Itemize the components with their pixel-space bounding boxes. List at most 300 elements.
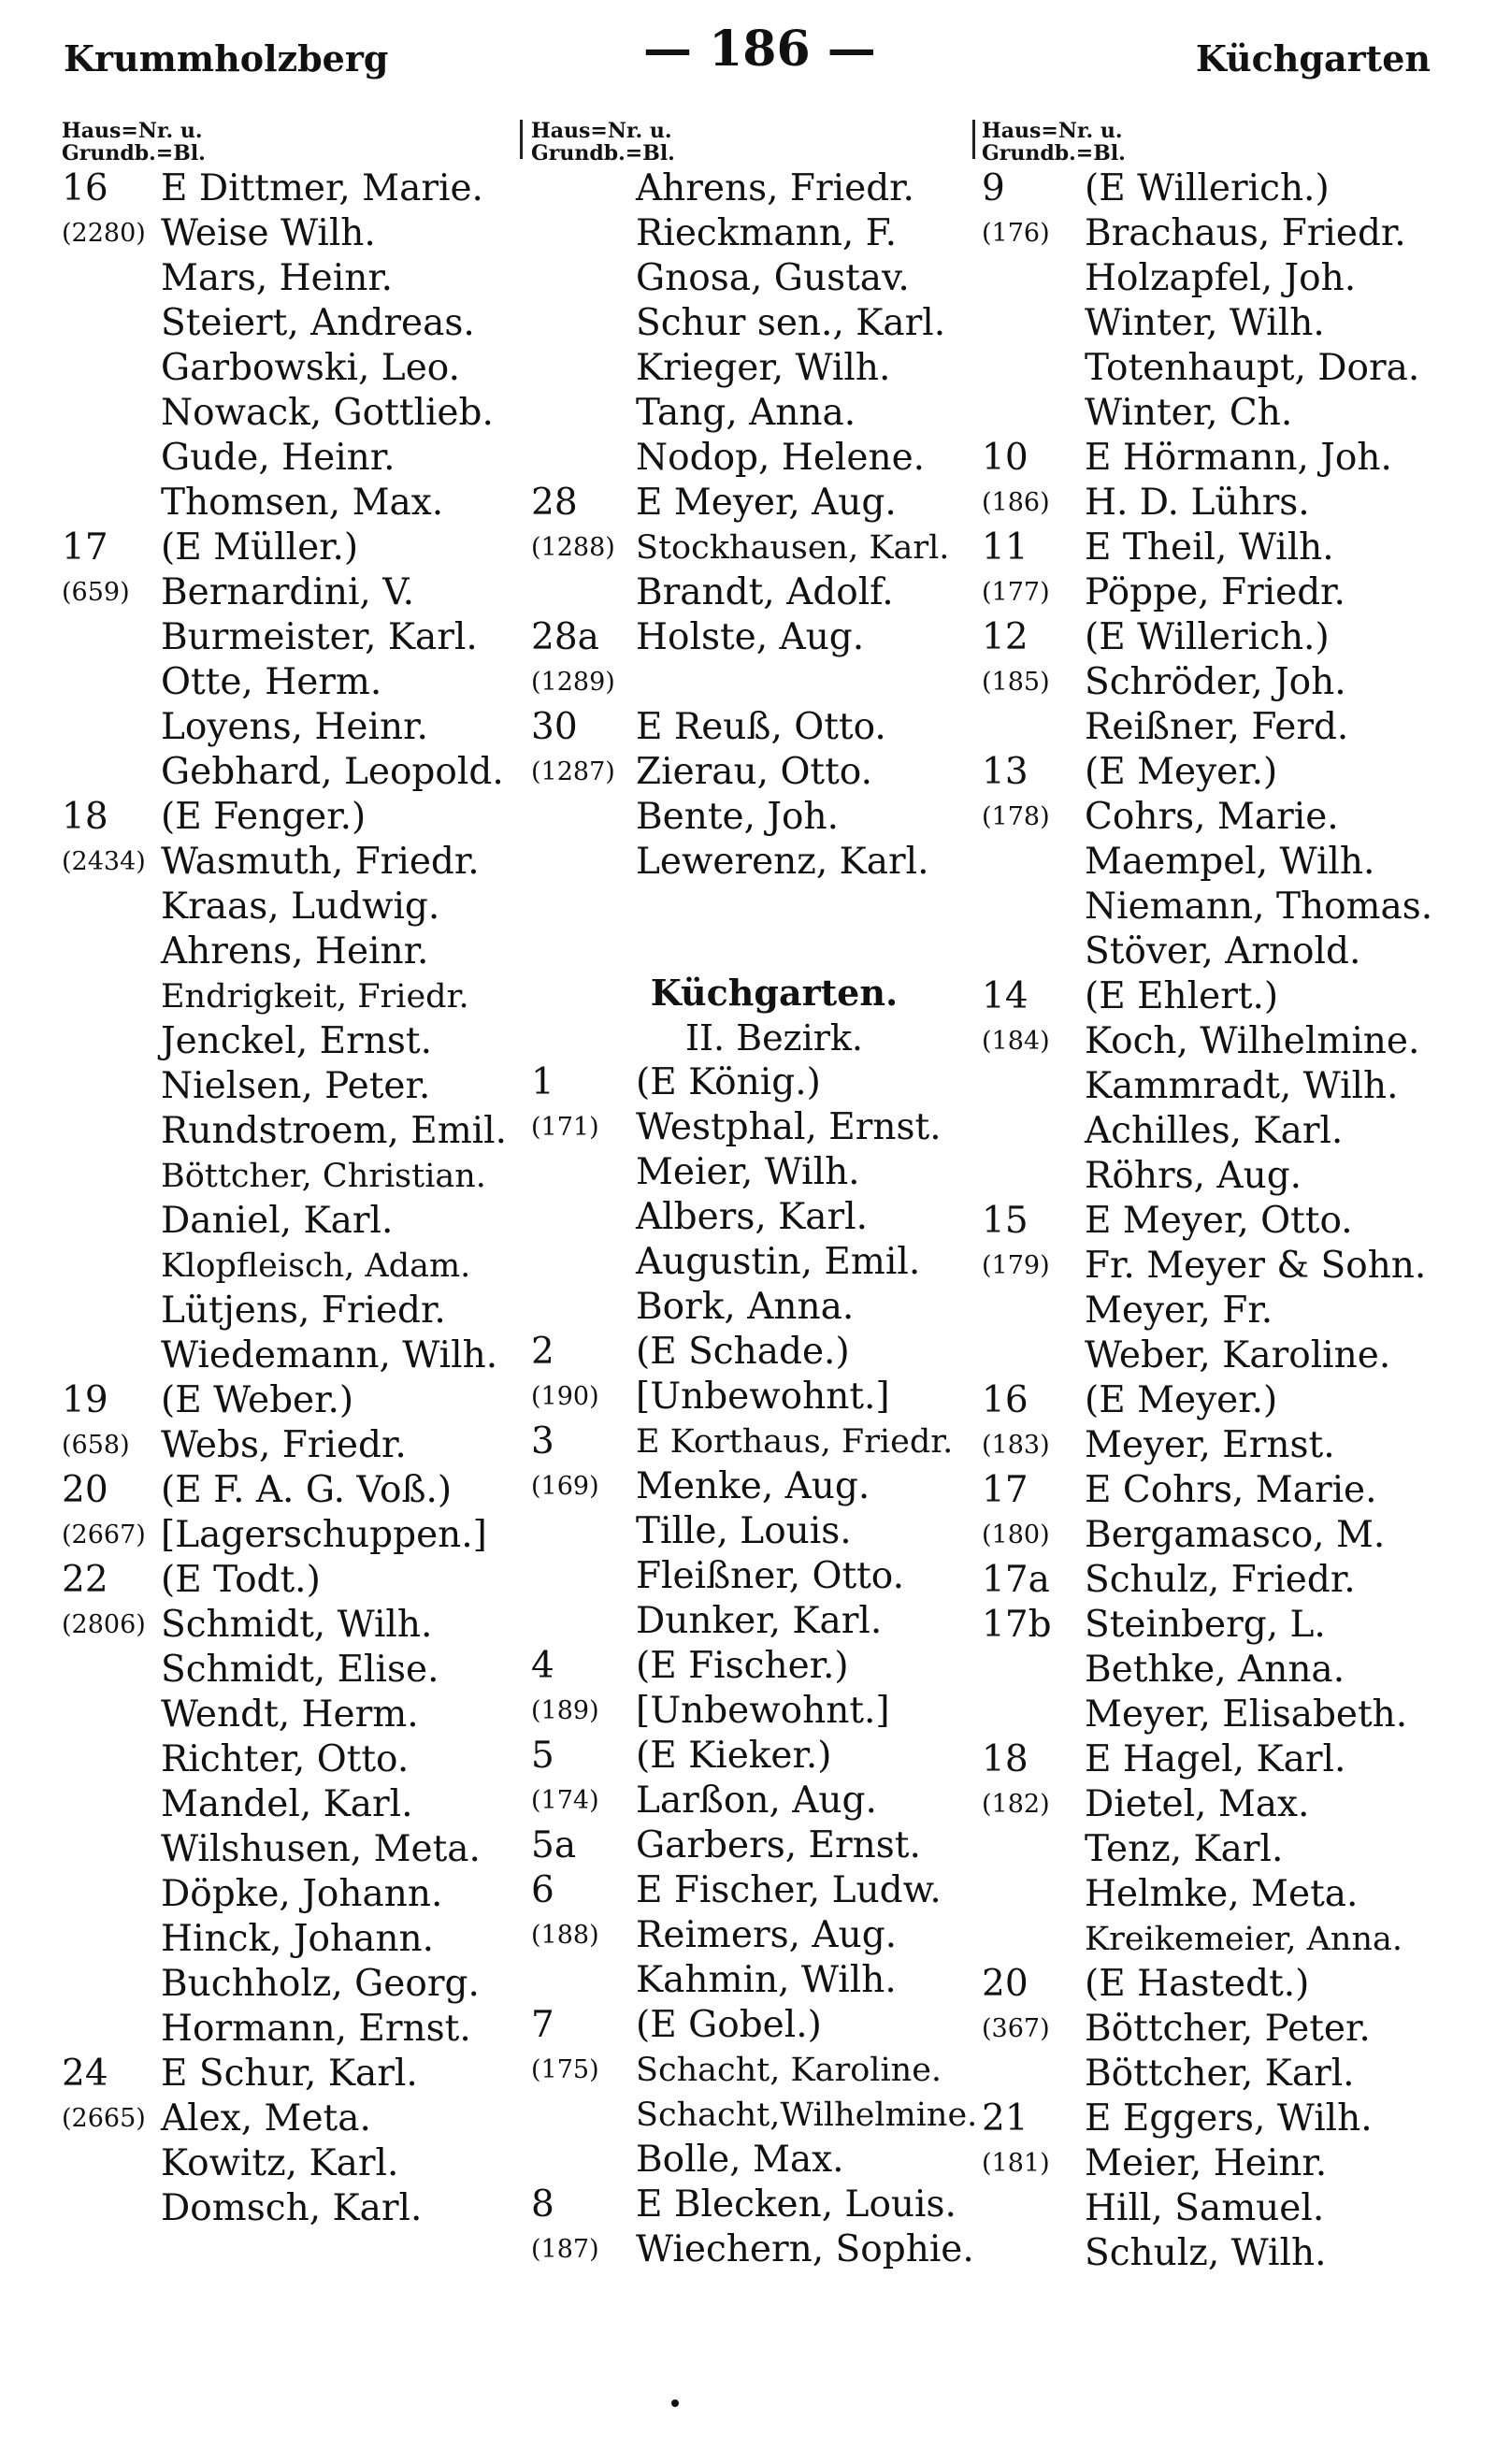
directory-entry <box>62 211 520 256</box>
resident-name: Bente, Joh. <box>636 796 840 838</box>
directory-entry <box>531 2003 989 2048</box>
directory-entry <box>982 1244 1449 1289</box>
directory-entry <box>982 615 1449 660</box>
resident-name: Reißner, Ferd. <box>1085 706 1349 748</box>
directory-entry <box>62 391 520 436</box>
house-number: 16 <box>62 167 108 209</box>
directory-entry <box>982 1827 1449 1872</box>
entry-list <box>62 166 520 2231</box>
directory-entry <box>531 346 989 391</box>
resident-name: Rieckmann, F. <box>636 212 898 254</box>
resident-name: Winter, Wilh. <box>1085 302 1325 344</box>
directory-entry <box>62 1109 520 1154</box>
directory-entry <box>62 1199 520 1244</box>
resident-name: Pöppe, Friedr. <box>1085 571 1345 613</box>
resident-name: Kraas, Ludwig. <box>161 886 440 928</box>
directory-entry <box>531 1375 989 1419</box>
column-2 <box>531 120 989 2272</box>
resident-name: Meier, Wilh. <box>636 1151 860 1193</box>
land-register-number: (658) <box>62 1431 130 1460</box>
directory-entry <box>62 301 520 346</box>
page-number: — 186 — <box>643 21 876 78</box>
directory-entry <box>531 570 989 615</box>
house-number: 14 <box>982 975 1028 1017</box>
directory-entry <box>982 1199 1449 1244</box>
directory-entry <box>62 2007 520 2052</box>
resident-name: Wendt, Herm. <box>161 1693 419 1736</box>
resident-name: Fr. Meyer & Sohn. <box>1085 1245 1427 1287</box>
land-register-number: (2665) <box>62 2104 146 2133</box>
land-register-number: (181) <box>982 2149 1050 2178</box>
resident-name: Ahrens, Friedr. <box>636 167 914 209</box>
resident-name: Holzapfel, Joh. <box>1085 257 1357 299</box>
directory-entry <box>62 660 520 705</box>
directory-entry <box>62 1917 520 1962</box>
resident-name: Bethke, Anna. <box>1085 1649 1345 1691</box>
column-heading-line-1: Haus=Nr. u. <box>982 119 1123 143</box>
directory-entry <box>62 615 520 660</box>
directory-entry <box>982 2141 1449 2186</box>
directory-entry <box>62 346 520 391</box>
directory-entry <box>531 1464 989 1509</box>
resident-name: Böttcher, Christian. <box>161 1158 486 1195</box>
resident-name: (E Schade.) <box>636 1331 850 1373</box>
resident-name: (E F. A. G. Voß.) <box>161 1469 453 1511</box>
directory-entry <box>531 301 989 346</box>
resident-name: Schacht, Karoline. <box>636 2052 942 2089</box>
directory-entry <box>982 481 1449 526</box>
directory-entry <box>531 1868 989 1913</box>
resident-name: Kreikemeier, Anna. <box>1085 1921 1403 1958</box>
resident-name: Menke, Aug. <box>636 1465 870 1507</box>
resident-name: H. D. Lührs. <box>1085 482 1310 524</box>
land-register-number: (184) <box>982 1027 1050 1056</box>
directory-entry <box>62 1558 520 1603</box>
directory-entry <box>982 1064 1449 1109</box>
resident-name: (E Kieker.) <box>636 1735 832 1777</box>
resident-name: Jenckel, Ernst. <box>161 1020 432 1062</box>
land-register-number: (180) <box>982 1520 1050 1549</box>
directory-entry <box>982 705 1449 750</box>
directory-entry <box>531 1644 989 1689</box>
resident-name: Wilshusen, Meta. <box>161 1828 481 1870</box>
resident-name: (E Meyer.) <box>1085 1379 1278 1421</box>
resident-name: Meier, Heinr. <box>1085 2142 1328 2184</box>
directory-entry <box>531 1195 989 1240</box>
directory-entry <box>531 615 989 660</box>
resident-name: Koch, Wilhelmine. <box>1085 1020 1420 1062</box>
directory-entry <box>982 1693 1449 1737</box>
directory-entry <box>982 885 1449 929</box>
directory-entry <box>62 1648 520 1693</box>
resident-name: Schulz, Wilh. <box>1085 2232 1327 2274</box>
land-register-number: (189) <box>531 1696 599 1725</box>
directory-entry <box>982 391 1449 436</box>
resident-name: E Reuß, Otto. <box>636 706 886 748</box>
entry-list <box>531 166 989 885</box>
land-register-number: (171) <box>531 1113 599 1142</box>
directory-entry <box>531 2183 989 2227</box>
directory-entry <box>62 1333 520 1378</box>
house-number: 18 <box>62 796 108 838</box>
directory-entry <box>531 1823 989 1868</box>
directory-entry <box>531 660 989 705</box>
resident-name: E Eggers, Wilh. <box>1085 2097 1373 2140</box>
directory-entry <box>982 1109 1449 1154</box>
directory-entry <box>531 166 989 211</box>
resident-name: Wiechern, Sophie. <box>636 2228 974 2270</box>
land-register-number: (187) <box>531 2235 599 2264</box>
house-number: 3 <box>531 1420 554 1463</box>
land-register-number: (2667) <box>62 1520 146 1549</box>
entry-list <box>531 1060 989 2272</box>
directory-entry <box>982 1917 1449 1962</box>
directory-entry <box>982 795 1449 840</box>
resident-name: Stockhausen, Karl. <box>636 529 950 567</box>
resident-name: Westphal, Ernst. <box>636 1106 942 1148</box>
directory-entry <box>531 1509 989 1554</box>
directory-entry <box>531 1419 989 1464</box>
resident-name: E Meyer, Otto. <box>1085 1200 1353 1242</box>
resident-name: Mandel, Karl. <box>161 1783 413 1825</box>
resident-name: Wasmuth, Friedr. <box>161 841 480 883</box>
resident-name: (E Meyer.) <box>1085 751 1278 793</box>
house-number: 16 <box>982 1379 1028 1421</box>
house-number: 8 <box>531 2183 554 2226</box>
resident-name: Tille, Louis. <box>636 1510 852 1552</box>
resident-name: Reimers, Aug. <box>636 1914 898 1956</box>
directory-entry <box>531 705 989 750</box>
resident-name: Totenhaupt, Dora. <box>1085 347 1420 389</box>
section-subtitle: II. Bezirk. <box>684 1017 864 1059</box>
resident-name: Dunker, Karl. <box>636 1600 883 1642</box>
directory-entry <box>982 2186 1449 2231</box>
running-head-street: Krummholzberg <box>64 37 389 79</box>
land-register-number: (659) <box>62 578 130 607</box>
resident-name: Daniel, Karl. <box>161 1200 394 1242</box>
house-number: 1 <box>531 1061 554 1103</box>
running-head-next-street: Küchgarten <box>1195 37 1431 79</box>
resident-name: Webs, Friedr. <box>161 1424 407 1466</box>
resident-name: Hinck, Johann. <box>161 1918 434 1960</box>
directory-entry <box>982 840 1449 885</box>
resident-name: Schur sen., Karl. <box>636 302 946 344</box>
house-number: 20 <box>982 1963 1028 2005</box>
directory-entry <box>982 1603 1449 1648</box>
resident-name: Stöver, Arnold. <box>1085 930 1361 973</box>
land-register-number: (188) <box>531 1921 599 1950</box>
resident-name: Nodop, Helene. <box>636 437 926 479</box>
house-number: 15 <box>982 1200 1028 1242</box>
directory-entry <box>982 1872 1449 1917</box>
directory-entry <box>982 570 1449 615</box>
house-number: 28 <box>531 482 578 524</box>
directory-entry <box>531 2138 989 2183</box>
resident-name: Loyens, Heinr. <box>161 706 428 748</box>
directory-entry <box>982 974 1449 1019</box>
directory-entry <box>62 840 520 885</box>
resident-name: (E Fischer.) <box>636 1645 849 1687</box>
directory-entry <box>982 1962 1449 2007</box>
land-register-number: (175) <box>531 2055 599 2084</box>
directory-entry <box>62 1289 520 1333</box>
directory-entry <box>531 1150 989 1195</box>
directory-entry <box>982 1333 1449 1378</box>
directory-entry <box>982 660 1449 705</box>
directory-entry <box>62 166 520 211</box>
resident-name: Richter, Otto. <box>161 1738 410 1780</box>
directory-entry <box>62 2052 520 2097</box>
directory-entry <box>62 1962 520 2007</box>
resident-name: Garbowski, Leo. <box>161 347 460 389</box>
resident-name: Brachaus, Friedr. <box>1085 212 1406 254</box>
column-heading-line-2: Grundb.=Bl. <box>982 141 1126 166</box>
land-register-number: (2434) <box>62 847 146 876</box>
resident-name: Meyer, Ernst. <box>1085 1424 1335 1466</box>
land-register-number: (178) <box>982 802 1050 831</box>
directory-entry <box>982 256 1449 301</box>
directory-entry <box>531 391 989 436</box>
house-number: 10 <box>982 437 1028 479</box>
resident-name: E Hörmann, Joh. <box>1085 437 1392 479</box>
column-heading <box>531 120 989 166</box>
directory-entry <box>982 211 1449 256</box>
directory-entry <box>531 795 989 840</box>
resident-name: [Lagerschuppen.] <box>161 1514 487 1556</box>
directory-entry <box>62 436 520 481</box>
directory-entry <box>531 1285 989 1330</box>
resident-name: Maempel, Wilh. <box>1085 841 1375 883</box>
resident-name: Bolle, Max. <box>636 2139 844 2181</box>
directory-entry <box>62 1513 520 1558</box>
resident-name: Gebhard, Leopold. <box>161 751 504 793</box>
house-number: 18 <box>982 1738 1028 1780</box>
resident-name: Kammradt, Wilh. <box>1085 1065 1399 1107</box>
land-register-number: (177) <box>982 578 1050 607</box>
directory-entry <box>531 481 989 526</box>
directory-entry <box>62 705 520 750</box>
directory-entry <box>982 2231 1449 2276</box>
column-heading-line-1: Haus=Nr. u. <box>62 119 203 143</box>
directory-entry <box>982 1289 1449 1333</box>
house-number: 17b <box>982 1604 1052 1646</box>
resident-name: Helmke, Meta. <box>1085 1873 1359 1915</box>
directory-entry <box>531 1060 989 1105</box>
resident-name: Klopfleisch, Adam. <box>161 1247 471 1285</box>
resident-name: Nowack, Gottlieb. <box>161 392 494 434</box>
directory-entry <box>62 795 520 840</box>
resident-name: E Fischer, Ludw. <box>636 1869 942 1911</box>
directory-entry <box>62 256 520 301</box>
directory-entry <box>62 2186 520 2231</box>
resident-name: Meyer, Elisabeth. <box>1085 1693 1408 1736</box>
house-number: 4 <box>531 1645 554 1687</box>
directory-entry <box>62 885 520 929</box>
directory-entry <box>531 1105 989 1150</box>
directory-entry <box>982 1737 1449 1782</box>
section-title: Küchgarten. <box>650 972 899 1014</box>
resident-name: E Hagel, Karl. <box>1085 1738 1346 1780</box>
land-register-number: (2280) <box>62 219 146 248</box>
resident-name: Schmidt, Elise. <box>161 1649 439 1691</box>
resident-name: E Cohrs, Marie. <box>1085 1469 1377 1511</box>
directory-entry <box>531 1554 989 1599</box>
directory-entry <box>62 1154 520 1199</box>
resident-name: Schmidt, Wilh. <box>161 1604 433 1646</box>
resident-name: Hill, Samuel. <box>1085 2187 1325 2229</box>
land-register-number: (185) <box>982 668 1050 697</box>
house-number: 6 <box>531 1869 554 1911</box>
resident-name: E Meyer, Aug. <box>636 482 897 524</box>
resident-name: Schulz, Friedr. <box>1085 1559 1356 1601</box>
directory-entry <box>982 166 1449 211</box>
resident-name: Thomsen, Max. <box>161 482 444 524</box>
house-number: 11 <box>982 526 1028 569</box>
resident-name: Bernardini, V. <box>161 571 414 613</box>
directory-entry <box>531 2048 989 2093</box>
resident-name: Augustin, Emil. <box>636 1241 921 1283</box>
land-register-number: (179) <box>982 1251 1050 1280</box>
directory-entry <box>982 1154 1449 1199</box>
directory-entry <box>982 1378 1449 1423</box>
directory-entry <box>62 1064 520 1109</box>
resident-name: Cohrs, Marie. <box>1085 796 1339 838</box>
resident-name: (E Hastedt.) <box>1085 1963 1310 2005</box>
column-3 <box>982 120 1449 2276</box>
directory-entry <box>531 436 989 481</box>
resident-name: Holste, Aug. <box>636 616 865 658</box>
directory-entry <box>62 1827 520 1872</box>
land-register-number: (1289) <box>531 668 615 697</box>
house-number: 7 <box>531 2004 554 2046</box>
resident-name: Weise Wilh. <box>161 212 376 254</box>
resident-name: Garbers, Ernst. <box>636 1824 921 1866</box>
resident-name: (E Ehlert.) <box>1085 975 1279 1017</box>
column-heading-line-2: Grundb.=Bl. <box>62 141 206 166</box>
resident-name: Döpke, Johann. <box>161 1873 443 1915</box>
directory-entry <box>62 526 520 570</box>
directory-entry <box>62 1782 520 1827</box>
resident-name: Tang, Anna. <box>636 392 856 434</box>
resident-name: Röhrs, Aug. <box>1085 1155 1302 1197</box>
house-number: 22 <box>62 1559 108 1601</box>
column-heading <box>62 120 520 166</box>
directory-entry <box>531 750 989 795</box>
entry-list <box>982 166 1449 2276</box>
resident-name: [Unbewohnt.] <box>636 1690 890 1732</box>
directory-entry <box>62 750 520 795</box>
column-heading <box>982 120 1449 166</box>
directory-entry <box>531 1599 989 1644</box>
resident-name: Nielsen, Peter. <box>161 1065 431 1107</box>
resident-name: Kowitz, Karl. <box>161 2142 399 2184</box>
resident-name: E Dittmer, Marie. <box>161 167 483 209</box>
house-number: 5 <box>531 1735 554 1777</box>
resident-name: Lewerenz, Karl. <box>636 841 929 883</box>
directory-entry <box>982 1468 1449 1513</box>
directory-entry <box>62 481 520 526</box>
resident-name: Hormann, Ernst. <box>161 2008 471 2050</box>
directory-entry <box>982 526 1449 570</box>
resident-name: Buchholz, Georg. <box>161 1963 480 2005</box>
directory-entry <box>531 2093 989 2138</box>
resident-name: Zierau, Otto. <box>636 751 872 793</box>
directory-entry <box>531 2227 989 2272</box>
resident-name: Bork, Anna. <box>636 1286 855 1328</box>
column-heading-line-2: Grundb.=Bl. <box>531 141 675 166</box>
directory-entry <box>531 1779 989 1823</box>
resident-name: Gude, Heinr. <box>161 437 396 479</box>
house-number: 5a <box>531 1824 577 1866</box>
house-number: 17a <box>982 1559 1050 1601</box>
directory-entry <box>531 256 989 301</box>
column-divider <box>520 120 523 159</box>
resident-name: Endrigkeit, Friedr. <box>161 978 469 1016</box>
directory-entry <box>531 211 989 256</box>
resident-name: Steiert, Andreas. <box>161 302 475 344</box>
directory-entry <box>982 1423 1449 1468</box>
resident-name: Winter, Ch. <box>1085 392 1293 434</box>
section-spacer <box>531 885 989 971</box>
resident-name: (E Weber.) <box>161 1379 354 1421</box>
directory-entry <box>982 2097 1449 2141</box>
resident-name: Domsch, Karl. <box>161 2187 423 2229</box>
resident-name: Meyer, Fr. <box>1085 1290 1273 1332</box>
resident-name: Alex, Meta. <box>161 2097 371 2140</box>
land-register-number: (174) <box>531 1786 599 1815</box>
resident-name: Mars, Heinr. <box>161 257 394 299</box>
resident-name: (E Fenger.) <box>161 796 367 838</box>
directory-entry <box>62 1872 520 1917</box>
resident-name: Bergamasco, M. <box>1085 1514 1386 1556</box>
resident-name: (E Willerich.) <box>1085 616 1330 658</box>
house-number: 17 <box>982 1469 1028 1511</box>
resident-name: E Schur, Karl. <box>161 2053 418 2095</box>
resident-name: Lütjens, Friedr. <box>161 1290 446 1332</box>
directory-entry <box>982 436 1449 481</box>
resident-name: Brandt, Adolf. <box>636 571 894 613</box>
resident-name: Rundstroem, Emil. <box>161 1110 508 1152</box>
house-number: 30 <box>531 706 578 748</box>
resident-name: Wiedemann, Wilh. <box>161 1334 498 1376</box>
resident-name: E Theil, Wilh. <box>1085 526 1334 569</box>
land-register-number: (186) <box>982 488 1050 517</box>
directory-entry <box>982 346 1449 391</box>
directory-entry <box>982 929 1449 974</box>
resident-name: Burmeister, Karl. <box>161 616 478 658</box>
land-register-number: (1287) <box>531 757 615 786</box>
resident-name: Larßon, Aug. <box>636 1780 877 1822</box>
land-register-number: (169) <box>531 1472 599 1501</box>
resident-name: Krieger, Wilh. <box>636 347 891 389</box>
directory-entry <box>531 1958 989 2003</box>
directory-entry <box>62 1378 520 1423</box>
directory-entry <box>982 1558 1449 1603</box>
directory-entry <box>531 1330 989 1375</box>
directory-entry <box>531 1913 989 1958</box>
column-1 <box>62 120 520 2231</box>
resident-name: Fleißner, Otto. <box>636 1555 904 1597</box>
resident-name: E Blecken, Louis. <box>636 2183 957 2226</box>
house-number: 20 <box>62 1469 108 1511</box>
directory-entry <box>982 1782 1449 1827</box>
directory-entry <box>531 840 989 885</box>
directory-entry <box>982 1513 1449 1558</box>
resident-name: Tenz, Karl. <box>1085 1828 1284 1870</box>
house-number: 2 <box>531 1331 554 1373</box>
directory-entry <box>62 974 520 1019</box>
house-number: 12 <box>982 616 1028 658</box>
